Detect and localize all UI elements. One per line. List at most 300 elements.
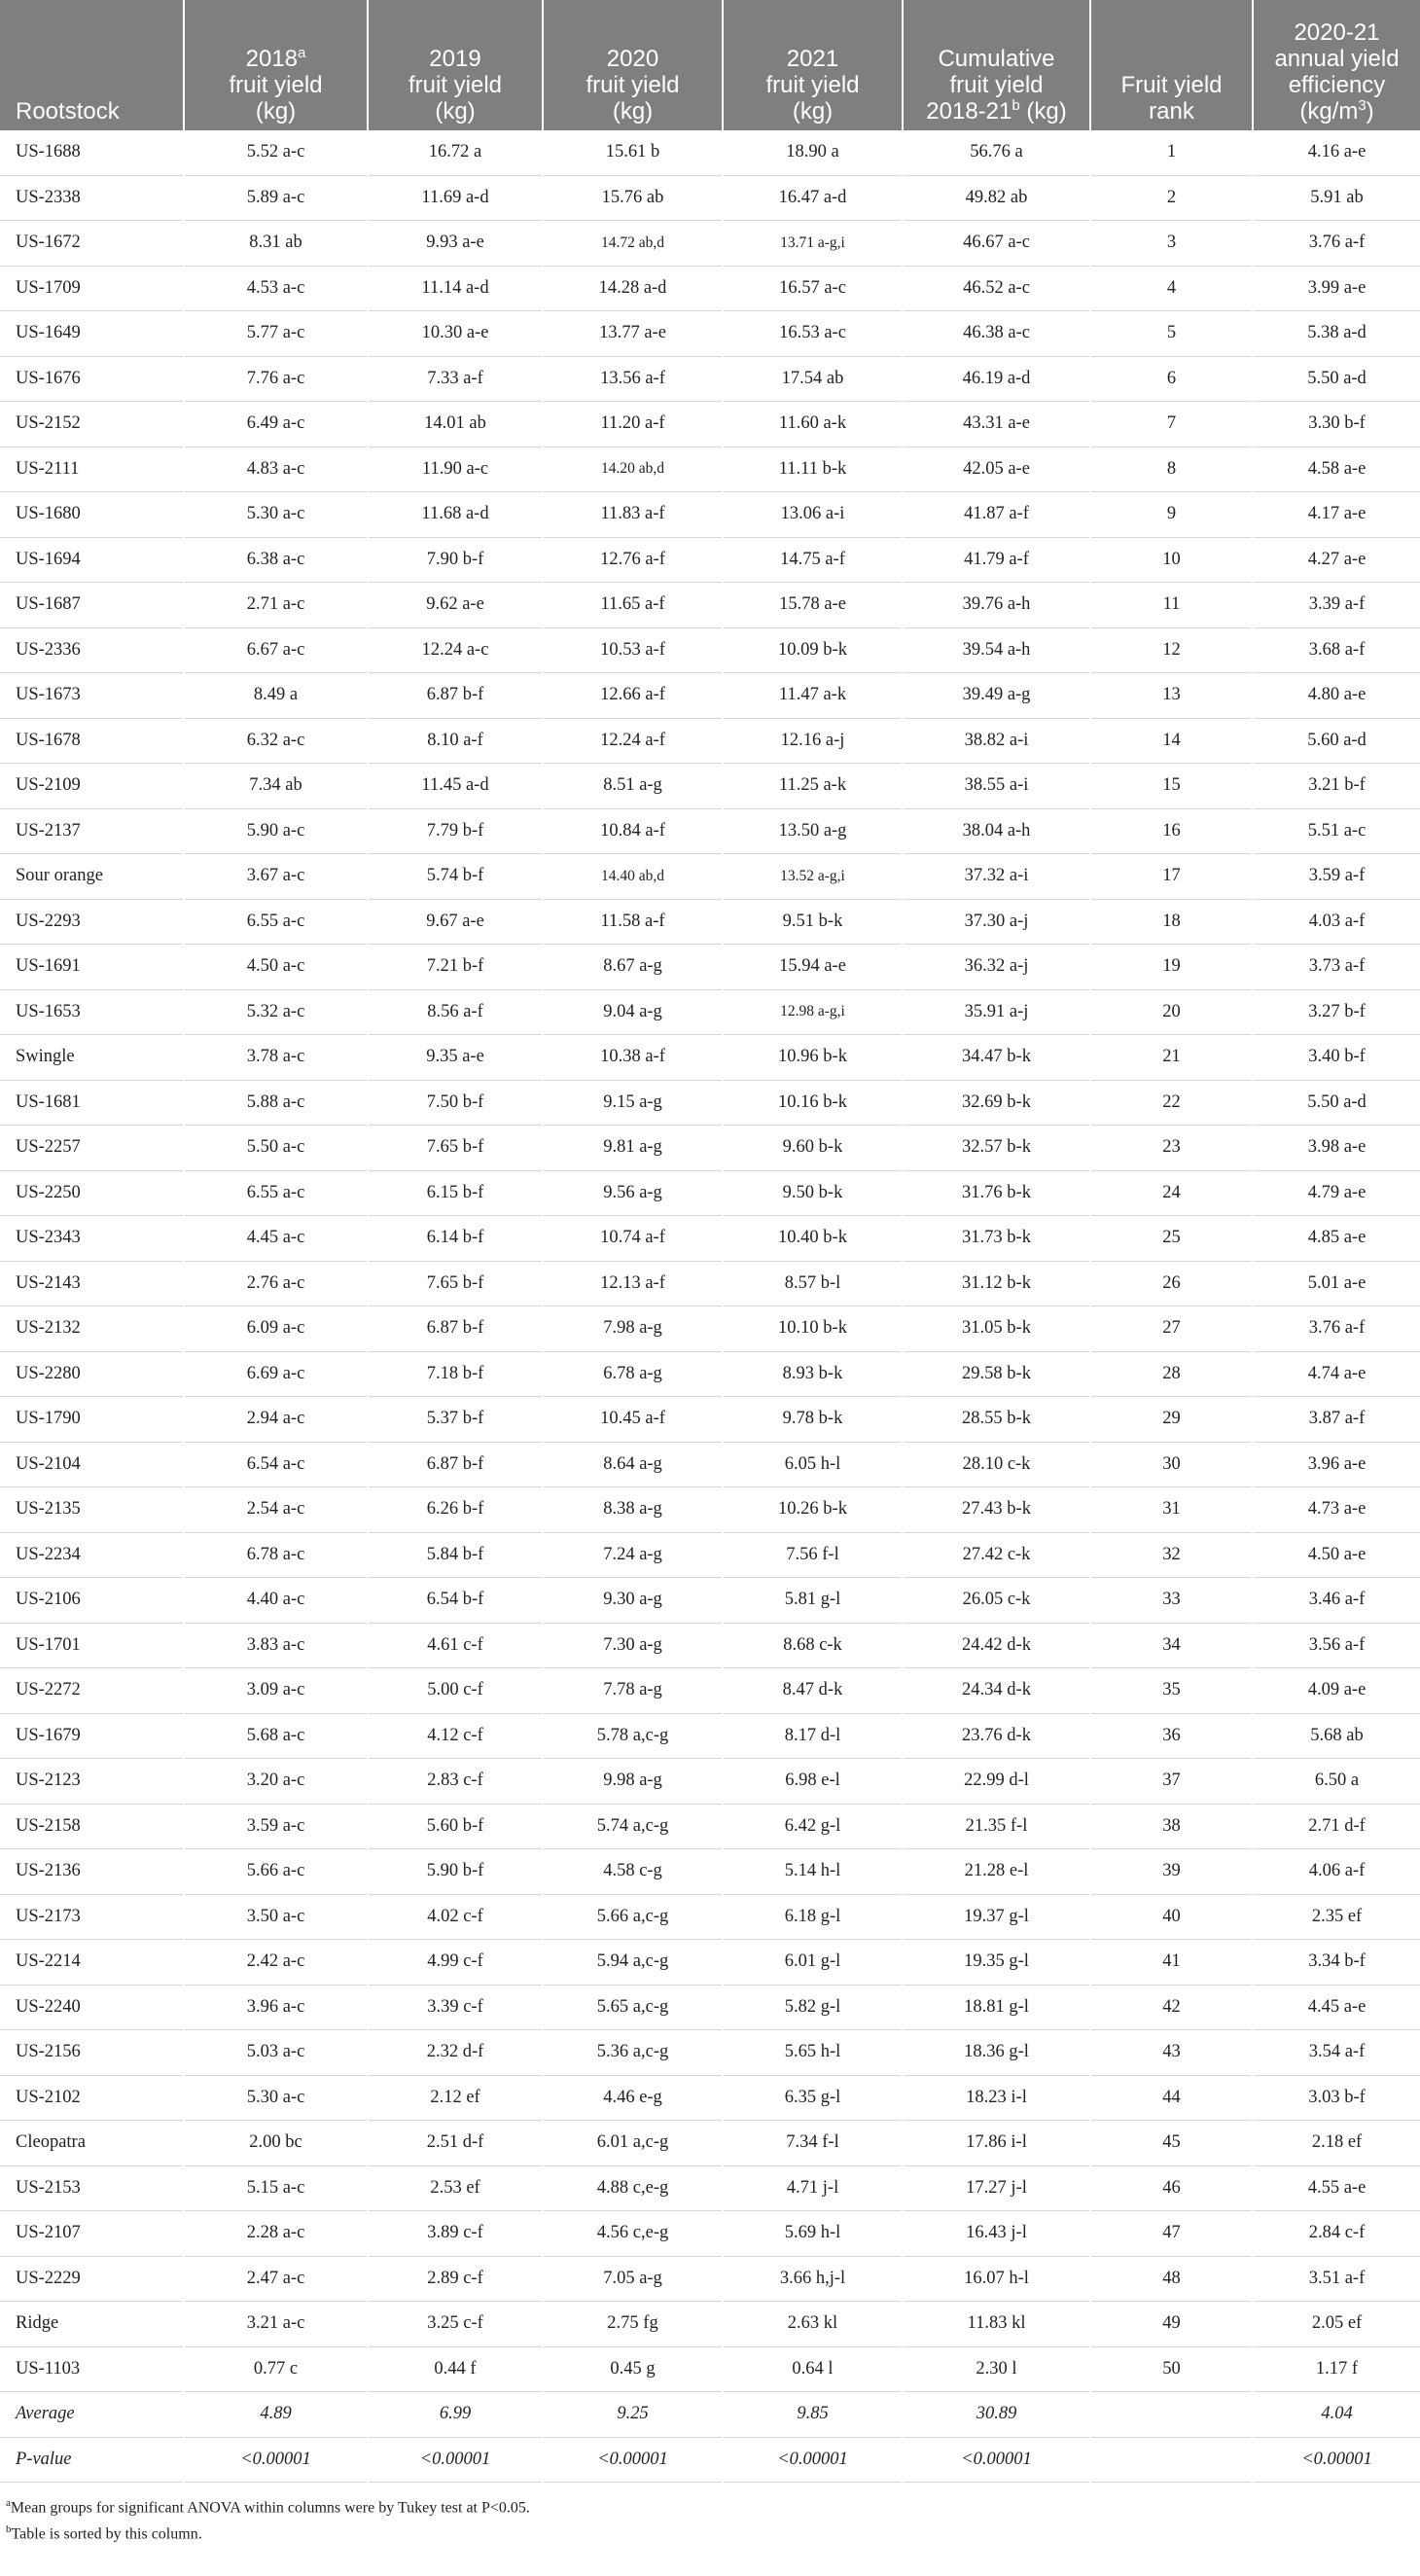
table-row xyxy=(0,1894,1420,1940)
value-cell-yield-2019: 3.39 c-f xyxy=(368,1985,543,2030)
value-cell-yield-2018: 3.67 a-c xyxy=(184,854,368,900)
rootstock-name-cell: US-1649 xyxy=(0,311,184,357)
rootstock-name-cell: Sour orange xyxy=(0,854,184,900)
value-cell-yield-2020: 15.76 ab xyxy=(543,175,723,221)
value-cell-yield-efficiency: 4.79 a-e xyxy=(1253,1170,1420,1216)
value-cell-yield-2021: 5.14 h-l xyxy=(723,1849,903,1895)
value-cell-cumulative-yield: 27.43 b-k xyxy=(903,1487,1090,1533)
value-cell-yield-2019: 5.84 b-f xyxy=(368,1532,543,1578)
value-cell-cumulative-yield: 23.76 d-k xyxy=(903,1713,1090,1759)
value-cell-yield-2019: 5.90 b-f xyxy=(368,1849,543,1895)
value-cell-fruit-yield-rank: 48 xyxy=(1090,2256,1253,2302)
value-cell-yield-2019: 8.56 a-f xyxy=(368,989,543,1035)
value-cell-cumulative-yield: 18.23 i-l xyxy=(903,2075,1090,2121)
table-row xyxy=(0,1985,1420,2030)
value-cell-fruit-yield-rank: 11 xyxy=(1090,583,1253,628)
value-cell-yield-2019: 6.15 b-f xyxy=(368,1170,543,1216)
summary-label-cell: P-value xyxy=(0,2437,184,2483)
value-cell-yield-2021: 12.98 a-g,i xyxy=(723,989,903,1035)
value-cell-yield-2019: 7.50 b-f xyxy=(368,1080,543,1126)
column-header-yield-2019: 2019 fruit yield (kg) xyxy=(368,0,543,130)
value-cell-yield-2020: 9.56 a-g xyxy=(543,1170,723,1216)
value-cell-yield-2020: 10.45 a-f xyxy=(543,1397,723,1443)
value-cell-yield-2020: 11.20 a-f xyxy=(543,402,723,447)
value-cell-yield-2020: 5.36 a,c-g xyxy=(543,2030,723,2076)
value-cell-yield-2019: 5.60 b-f xyxy=(368,1804,543,1849)
value-cell-yield-efficiency: 5.01 a-e xyxy=(1253,1261,1420,1306)
value-cell-yield-efficiency: 3.46 a-f xyxy=(1253,1578,1420,1624)
value-cell-yield-efficiency: 3.98 a-e xyxy=(1253,1126,1420,1171)
value-cell-yield-2018: 2.71 a-c xyxy=(184,583,368,628)
value-cell-fruit-yield-rank: 40 xyxy=(1090,1894,1253,1940)
value-cell-yield-2021: 9.60 b-k xyxy=(723,1126,903,1171)
footnote-b: $^b$Table is sorted by this column. xyxy=(6,2523,202,2543)
value-cell-yield-2018: 2.94 a-c xyxy=(184,1397,368,1443)
value-cell-cumulative-yield: 2.30 l xyxy=(903,2346,1090,2392)
value-cell-yield-2021: 12.16 a-j xyxy=(723,718,903,764)
value-cell-yield-2019: 2.53 ef xyxy=(368,2165,543,2211)
value-cell-yield-2018: 8.31 ab xyxy=(184,221,368,267)
value-cell-yield-2021: 9.50 b-k xyxy=(723,1170,903,1216)
value-cell-yield-2018: 6.69 a-c xyxy=(184,1351,368,1397)
value-cell-yield-2019: 9.67 a-e xyxy=(368,899,543,945)
value-cell-yield-2019: 6.87 b-f xyxy=(368,673,543,719)
value-cell-fruit-yield-rank: 22 xyxy=(1090,1080,1253,1126)
value-cell-yield-2019: 11.68 a-d xyxy=(368,492,543,538)
table-row xyxy=(0,1759,1420,1805)
value-cell-cumulative-yield: 39.76 a-h xyxy=(903,583,1090,628)
value-cell-cumulative-yield: 29.58 b-k xyxy=(903,1351,1090,1397)
summary-value-cell: <0.00001 xyxy=(184,2437,368,2483)
summary-value-cell: 30.89 xyxy=(903,2392,1090,2438)
value-cell-yield-2020: 10.74 a-f xyxy=(543,1216,723,1262)
rootstock-name-cell: US-2111 xyxy=(0,447,184,492)
value-cell-yield-2019: 10.30 a-e xyxy=(368,311,543,357)
value-cell-fruit-yield-rank: 18 xyxy=(1090,899,1253,945)
table-row xyxy=(0,1035,1420,1081)
value-cell-yield-2018: 4.40 a-c xyxy=(184,1578,368,1624)
table-row xyxy=(0,2030,1420,2076)
value-cell-yield-2018: 3.96 a-c xyxy=(184,1985,368,2030)
value-cell-cumulative-yield: 46.67 a-c xyxy=(903,221,1090,267)
value-cell-fruit-yield-rank: 19 xyxy=(1090,945,1253,990)
value-cell-yield-2019: 6.54 b-f xyxy=(368,1578,543,1624)
value-cell-yield-2020: 6.78 a-g xyxy=(543,1351,723,1397)
rootstock-name-cell: US-1790 xyxy=(0,1397,184,1443)
value-cell-yield-2020: 15.61 b xyxy=(543,130,723,175)
value-cell-yield-2021: 11.60 a-k xyxy=(723,402,903,447)
table-row xyxy=(0,718,1420,764)
value-cell-yield-2019: 8.10 a-f xyxy=(368,718,543,764)
value-cell-yield-2018: 3.59 a-c xyxy=(184,1804,368,1849)
value-cell-yield-2021: 5.69 h-l xyxy=(723,2211,903,2257)
table-row xyxy=(0,1306,1420,1352)
summary-value-cell: 9.25 xyxy=(543,2392,723,2438)
value-cell-yield-efficiency: 4.80 a-e xyxy=(1253,673,1420,719)
value-cell-yield-2019: 7.18 b-f xyxy=(368,1351,543,1397)
rootstock-name-cell: Swingle xyxy=(0,1035,184,1081)
value-cell-cumulative-yield: 39.49 a-g xyxy=(903,673,1090,719)
value-cell-yield-2021: 10.96 b-k xyxy=(723,1035,903,1081)
rootstock-name-cell: US-1103 xyxy=(0,2346,184,2392)
value-cell-yield-efficiency: 3.99 a-e xyxy=(1253,266,1420,311)
value-cell-cumulative-yield: 38.55 a-i xyxy=(903,764,1090,809)
value-cell-yield-2020: 5.66 a,c-g xyxy=(543,1894,723,1940)
value-cell-yield-efficiency: 4.17 a-e xyxy=(1253,492,1420,538)
value-cell-yield-efficiency: 4.45 a-e xyxy=(1253,1985,1420,2030)
value-cell-yield-2021: 6.98 e-l xyxy=(723,1759,903,1805)
rootstock-name-cell: US-2156 xyxy=(0,2030,184,2076)
rootstock-name-cell: US-2109 xyxy=(0,764,184,809)
value-cell-yield-efficiency: 4.03 a-f xyxy=(1253,899,1420,945)
value-cell-cumulative-yield: 21.28 e-l xyxy=(903,1849,1090,1895)
value-cell-yield-2018: 0.77 c xyxy=(184,2346,368,2392)
value-cell-yield-2019: 5.00 c-f xyxy=(368,1668,543,1714)
average-row xyxy=(0,2392,1420,2438)
value-cell-yield-efficiency: 3.87 a-f xyxy=(1253,1397,1420,1443)
value-cell-yield-2021: 11.11 b-k xyxy=(723,447,903,492)
value-cell-yield-2018: 3.09 a-c xyxy=(184,1668,368,1714)
value-cell-yield-2020: 8.67 a-g xyxy=(543,945,723,990)
value-cell-yield-2018: 5.68 a-c xyxy=(184,1713,368,1759)
value-cell-yield-2019: 7.33 a-f xyxy=(368,356,543,402)
table-row xyxy=(0,1397,1420,1443)
table-row xyxy=(0,492,1420,538)
value-cell-fruit-yield-rank: 41 xyxy=(1090,1940,1253,1986)
value-cell-yield-2019: 11.14 a-d xyxy=(368,266,543,311)
rootstock-name-cell: US-2123 xyxy=(0,1759,184,1805)
value-cell-yield-2019: 3.89 c-f xyxy=(368,2211,543,2257)
value-cell-fruit-yield-rank: 44 xyxy=(1090,2075,1253,2121)
rootstock-name-cell: US-1678 xyxy=(0,718,184,764)
rootstock-name-cell: US-2173 xyxy=(0,1894,184,1940)
value-cell-yield-2021: 8.68 c-k xyxy=(723,1623,903,1668)
value-cell-yield-2021: 8.57 b-l xyxy=(723,1261,903,1306)
rootstock-name-cell: US-1676 xyxy=(0,356,184,402)
table-row xyxy=(0,1080,1420,1126)
value-cell-yield-2019: 4.61 c-f xyxy=(368,1623,543,1668)
value-cell-yield-efficiency: 4.74 a-e xyxy=(1253,1351,1420,1397)
value-cell-yield-2021: 10.40 b-k xyxy=(723,1216,903,1262)
value-cell-cumulative-yield: 32.57 b-k xyxy=(903,1126,1090,1171)
rootstock-name-cell: US-1672 xyxy=(0,221,184,267)
table-row xyxy=(0,221,1420,267)
value-cell-fruit-yield-rank: 4 xyxy=(1090,266,1253,311)
value-cell-cumulative-yield: 56.76 a xyxy=(903,130,1090,175)
value-cell-yield-2019: 12.24 a-c xyxy=(368,627,543,673)
value-cell-fruit-yield-rank: 25 xyxy=(1090,1216,1253,1262)
rootstock-name-cell: US-1691 xyxy=(0,945,184,990)
value-cell-cumulative-yield: 32.69 b-k xyxy=(903,1080,1090,1126)
value-cell-yield-2018: 6.67 a-c xyxy=(184,627,368,673)
value-cell-yield-2020: 12.76 a-f xyxy=(543,537,723,583)
summary-value-cell: 4.89 xyxy=(184,2392,368,2438)
value-cell-yield-2019: 2.12 ef xyxy=(368,2075,543,2121)
value-cell-yield-efficiency: 1.17 f xyxy=(1253,2346,1420,2392)
value-cell-yield-2020: 12.13 a-f xyxy=(543,1261,723,1306)
value-cell-cumulative-yield: 17.27 j-l xyxy=(903,2165,1090,2211)
value-cell-yield-2019: 0.44 f xyxy=(368,2346,543,2392)
value-cell-yield-2020: 7.30 a-g xyxy=(543,1623,723,1668)
value-cell-yield-2021: 10.26 b-k xyxy=(723,1487,903,1533)
value-cell-yield-2021: 4.71 j-l xyxy=(723,2165,903,2211)
value-cell-yield-2021: 9.51 b-k xyxy=(723,899,903,945)
rootstock-name-cell: US-2272 xyxy=(0,1668,184,1714)
table-row xyxy=(0,1351,1420,1397)
value-cell-cumulative-yield: 46.52 a-c xyxy=(903,266,1090,311)
value-cell-fruit-yield-rank: 17 xyxy=(1090,854,1253,900)
value-cell-yield-2021: 17.54 ab xyxy=(723,356,903,402)
rootstock-name-cell: US-1681 xyxy=(0,1080,184,1126)
table-row xyxy=(0,583,1420,628)
column-header-yield-2018: 2018$^a$ fruit yield (kg) xyxy=(184,0,368,130)
rootstock-name-cell: US-2250 xyxy=(0,1170,184,1216)
value-cell-fruit-yield-rank: 37 xyxy=(1090,1759,1253,1805)
value-cell-yield-efficiency: 5.50 a-d xyxy=(1253,356,1420,402)
value-cell-yield-efficiency: 3.30 b-f xyxy=(1253,402,1420,447)
value-cell-fruit-yield-rank: 50 xyxy=(1090,2346,1253,2392)
table-row xyxy=(0,627,1420,673)
value-cell-yield-efficiency: 6.50 a xyxy=(1253,1759,1420,1805)
rootstock-name-cell: US-2229 xyxy=(0,2256,184,2302)
value-cell-yield-2021: 14.75 a-f xyxy=(723,537,903,583)
summary-label-cell: Average xyxy=(0,2392,184,2438)
value-cell-yield-2018: 5.90 a-c xyxy=(184,808,368,854)
rootstock-name-cell: US-2132 xyxy=(0,1306,184,1352)
table-row xyxy=(0,2256,1420,2302)
value-cell-yield-2020: 9.30 a-g xyxy=(543,1578,723,1624)
value-cell-yield-2021: 13.71 a-g,i xyxy=(723,221,903,267)
value-cell-yield-efficiency: 4.27 a-e xyxy=(1253,537,1420,583)
value-cell-cumulative-yield: 22.99 d-l xyxy=(903,1759,1090,1805)
value-cell-fruit-yield-rank: 42 xyxy=(1090,1985,1253,2030)
value-cell-yield-efficiency: 2.84 c-f xyxy=(1253,2211,1420,2257)
column-header-fruit-yield-rank: Fruit yield rank xyxy=(1090,0,1253,130)
value-cell-yield-efficiency: 3.59 a-f xyxy=(1253,854,1420,900)
value-cell-yield-efficiency: 3.27 b-f xyxy=(1253,989,1420,1035)
table-row xyxy=(0,1442,1420,1487)
table-row xyxy=(0,2165,1420,2211)
value-cell-fruit-yield-rank: 2 xyxy=(1090,175,1253,221)
value-cell-yield-2021: 7.34 f-l xyxy=(723,2121,903,2166)
value-cell-yield-2018: 3.20 a-c xyxy=(184,1759,368,1805)
table-row xyxy=(0,447,1420,492)
value-cell-cumulative-yield: 31.76 b-k xyxy=(903,1170,1090,1216)
value-cell-yield-2018: 7.76 a-c xyxy=(184,356,368,402)
value-cell-fruit-yield-rank: 45 xyxy=(1090,2121,1253,2166)
column-header-yield-efficiency: 2020-21 annual yield efficiency $(kg/m^3)$ xyxy=(1253,0,1420,130)
rootstock-name-cell: US-2343 xyxy=(0,1216,184,1262)
rootstock-name-cell: US-1688 xyxy=(0,130,184,175)
value-cell-yield-2018: 5.50 a-c xyxy=(184,1126,368,1171)
value-cell-fruit-yield-rank: 46 xyxy=(1090,2165,1253,2211)
rootstock-name-cell: Cleopatra xyxy=(0,2121,184,2166)
value-cell-yield-2020: 8.38 a-g xyxy=(543,1487,723,1533)
value-cell-yield-2021: 7.56 f-l xyxy=(723,1532,903,1578)
value-cell-yield-efficiency: 4.50 a-e xyxy=(1253,1532,1420,1578)
table-row xyxy=(0,2346,1420,2392)
value-cell-yield-efficiency: 5.60 a-d xyxy=(1253,718,1420,764)
value-cell-yield-efficiency: 3.40 b-f xyxy=(1253,1035,1420,1081)
table-row xyxy=(0,945,1420,990)
value-cell-fruit-yield-rank: 20 xyxy=(1090,989,1253,1035)
value-cell-yield-efficiency: 3.51 a-f xyxy=(1253,2256,1420,2302)
value-cell-cumulative-yield: 18.81 g-l xyxy=(903,1985,1090,2030)
value-cell-yield-2020: 4.58 c-g xyxy=(543,1849,723,1895)
value-cell-yield-2020: 5.74 a,c-g xyxy=(543,1804,723,1849)
table-row xyxy=(0,1487,1420,1533)
value-cell-fruit-yield-rank: 5 xyxy=(1090,311,1253,357)
value-cell-yield-2020: 9.15 a-g xyxy=(543,1080,723,1126)
column-header-rootstock: Rootstock xyxy=(0,0,184,130)
value-cell-yield-efficiency: 4.16 a-e xyxy=(1253,130,1420,175)
value-cell-yield-2020: 8.51 a-g xyxy=(543,764,723,809)
value-cell-yield-2018: 5.32 a-c xyxy=(184,989,368,1035)
value-cell-fruit-yield-rank: 26 xyxy=(1090,1261,1253,1306)
value-cell-yield-2020: 9.98 a-g xyxy=(543,1759,723,1805)
value-cell-yield-efficiency: 5.91 ab xyxy=(1253,175,1420,221)
value-cell-yield-2018: 3.50 a-c xyxy=(184,1894,368,1940)
summary-value-cell: 6.99 xyxy=(368,2392,543,2438)
table-row xyxy=(0,1126,1420,1171)
value-cell-yield-2020: 14.72 ab,d xyxy=(543,221,723,267)
value-cell-yield-2020: 10.38 a-f xyxy=(543,1035,723,1081)
value-cell-fruit-yield-rank: 38 xyxy=(1090,1804,1253,1849)
table-row xyxy=(0,1849,1420,1895)
value-cell-cumulative-yield: 24.34 d-k xyxy=(903,1668,1090,1714)
rootstock-name-cell: US-1653 xyxy=(0,989,184,1035)
table-row xyxy=(0,1623,1420,1668)
value-cell-yield-efficiency: 4.55 a-e xyxy=(1253,2165,1420,2211)
value-cell-cumulative-yield: 28.55 b-k xyxy=(903,1397,1090,1443)
value-cell-yield-2018: 6.49 a-c xyxy=(184,402,368,447)
value-cell-yield-2018: 6.32 a-c xyxy=(184,718,368,764)
value-cell-yield-2018: 2.28 a-c xyxy=(184,2211,368,2257)
value-cell-yield-2020: 13.77 a-e xyxy=(543,311,723,357)
value-cell-yield-2021: 16.57 a-c xyxy=(723,266,903,311)
value-cell-yield-2020: 0.45 g xyxy=(543,2346,723,2392)
value-cell-yield-2020: 14.28 a-d xyxy=(543,266,723,311)
rootstock-name-cell: US-2153 xyxy=(0,2165,184,2211)
value-cell-yield-2020: 9.04 a-g xyxy=(543,989,723,1035)
value-cell-fruit-yield-rank: 12 xyxy=(1090,627,1253,673)
value-cell-yield-2019: 4.02 c-f xyxy=(368,1894,543,1940)
value-cell-yield-2020: 11.83 a-f xyxy=(543,492,723,538)
rootstock-name-cell: US-2143 xyxy=(0,1261,184,1306)
value-cell-yield-2018: 5.88 a-c xyxy=(184,1080,368,1126)
value-cell-cumulative-yield: 17.86 i-l xyxy=(903,2121,1090,2166)
value-cell-yield-2020: 12.66 a-f xyxy=(543,673,723,719)
table-header xyxy=(0,0,1420,130)
value-cell-yield-2018: 5.30 a-c xyxy=(184,492,368,538)
summary-value-cell: <0.00001 xyxy=(723,2437,903,2483)
value-cell-fruit-yield-rank: 33 xyxy=(1090,1578,1253,1624)
value-cell-yield-2020: 7.78 a-g xyxy=(543,1668,723,1714)
value-cell-yield-2019: 2.32 d-f xyxy=(368,2030,543,2076)
rootstock-name-cell: US-2280 xyxy=(0,1351,184,1397)
value-cell-yield-2021: 16.47 a-d xyxy=(723,175,903,221)
value-cell-yield-2020: 6.01 a,c-g xyxy=(543,2121,723,2166)
value-cell-cumulative-yield: 38.82 a-i xyxy=(903,718,1090,764)
header-row xyxy=(0,0,1420,130)
value-cell-fruit-yield-rank: 34 xyxy=(1090,1623,1253,1668)
value-cell-yield-2018: 5.89 a-c xyxy=(184,175,368,221)
table-row xyxy=(0,1261,1420,1306)
value-cell-fruit-yield-rank: 35 xyxy=(1090,1668,1253,1714)
value-cell-yield-2018: 5.52 a-c xyxy=(184,130,368,175)
rootstock-name-cell: US-2135 xyxy=(0,1487,184,1533)
rootstock-name-cell: US-2107 xyxy=(0,2211,184,2257)
table-row xyxy=(0,2121,1420,2166)
value-cell-yield-2019: 2.89 c-f xyxy=(368,2256,543,2302)
rootstock-name-cell: US-1679 xyxy=(0,1713,184,1759)
value-cell-yield-2021: 2.63 kl xyxy=(723,2302,903,2347)
footnote-a: $^a$Mean groups for significant ANOVA within columns were by Tukey test at P<0.05. xyxy=(6,2497,530,2517)
table-row xyxy=(0,1713,1420,1759)
value-cell-cumulative-yield: 43.31 a-e xyxy=(903,402,1090,447)
rootstock-name-cell: US-2136 xyxy=(0,1849,184,1895)
table-row xyxy=(0,130,1420,175)
value-cell-fruit-yield-rank: 8 xyxy=(1090,447,1253,492)
value-cell-yield-efficiency: 2.71 d-f xyxy=(1253,1804,1420,1849)
value-cell-yield-2021: 11.47 a-k xyxy=(723,673,903,719)
value-cell-fruit-yield-rank: 30 xyxy=(1090,1442,1253,1487)
value-cell-fruit-yield-rank: 9 xyxy=(1090,492,1253,538)
table-row xyxy=(0,2075,1420,2121)
rootstock-name-cell: US-2336 xyxy=(0,627,184,673)
value-cell-yield-2021: 16.53 a-c xyxy=(723,311,903,357)
value-cell-yield-2019: 5.37 b-f xyxy=(368,1397,543,1443)
value-cell-yield-2019: 9.62 a-e xyxy=(368,583,543,628)
rootstock-name-cell: US-2214 xyxy=(0,1940,184,1986)
table-row xyxy=(0,673,1420,719)
value-cell-yield-2018: 2.42 a-c xyxy=(184,1940,368,1986)
value-cell-yield-2020: 8.64 a-g xyxy=(543,1442,723,1487)
value-cell-yield-2019: 9.93 a-e xyxy=(368,221,543,267)
value-cell-fruit-yield-rank: 3 xyxy=(1090,221,1253,267)
value-cell-yield-2021: 15.78 a-e xyxy=(723,583,903,628)
value-cell-fruit-yield-rank: 7 xyxy=(1090,402,1253,447)
table-row xyxy=(0,537,1420,583)
table-row xyxy=(0,311,1420,357)
value-cell-yield-2018: 4.83 a-c xyxy=(184,447,368,492)
value-cell-cumulative-yield: 41.79 a-f xyxy=(903,537,1090,583)
rootstock-name-cell: US-1709 xyxy=(0,266,184,311)
value-cell-fruit-yield-rank: 15 xyxy=(1090,764,1253,809)
rootstock-name-cell: US-1687 xyxy=(0,583,184,628)
summary-value-cell: <0.00001 xyxy=(1253,2437,1420,2483)
summary-value-cell: 4.04 xyxy=(1253,2392,1420,2438)
value-cell-cumulative-yield: 31.12 b-k xyxy=(903,1261,1090,1306)
value-cell-yield-2020: 2.75 fg xyxy=(543,2302,723,2347)
value-cell-yield-2020: 7.24 a-g xyxy=(543,1532,723,1578)
value-cell-yield-2018: 3.78 a-c xyxy=(184,1035,368,1081)
value-cell-yield-2020: 5.94 a,c-g xyxy=(543,1940,723,1986)
table-row xyxy=(0,175,1420,221)
value-cell-yield-2019: 7.90 b-f xyxy=(368,537,543,583)
value-cell-yield-2018: 7.34 ab xyxy=(184,764,368,809)
value-cell-yield-2019: 9.35 a-e xyxy=(368,1035,543,1081)
value-cell-yield-2021: 6.42 g-l xyxy=(723,1804,903,1849)
value-cell-yield-2019: 6.14 b-f xyxy=(368,1216,543,1262)
table-row xyxy=(0,1804,1420,1849)
value-cell-fruit-yield-rank: 1 xyxy=(1090,130,1253,175)
value-cell-yield-efficiency: 3.68 a-f xyxy=(1253,627,1420,673)
value-cell-yield-2020: 4.88 c,e-g xyxy=(543,2165,723,2211)
rootstock-name-cell: US-2104 xyxy=(0,1442,184,1487)
value-cell-yield-2018: 6.78 a-c xyxy=(184,1532,368,1578)
value-cell-yield-2018: 4.53 a-c xyxy=(184,266,368,311)
